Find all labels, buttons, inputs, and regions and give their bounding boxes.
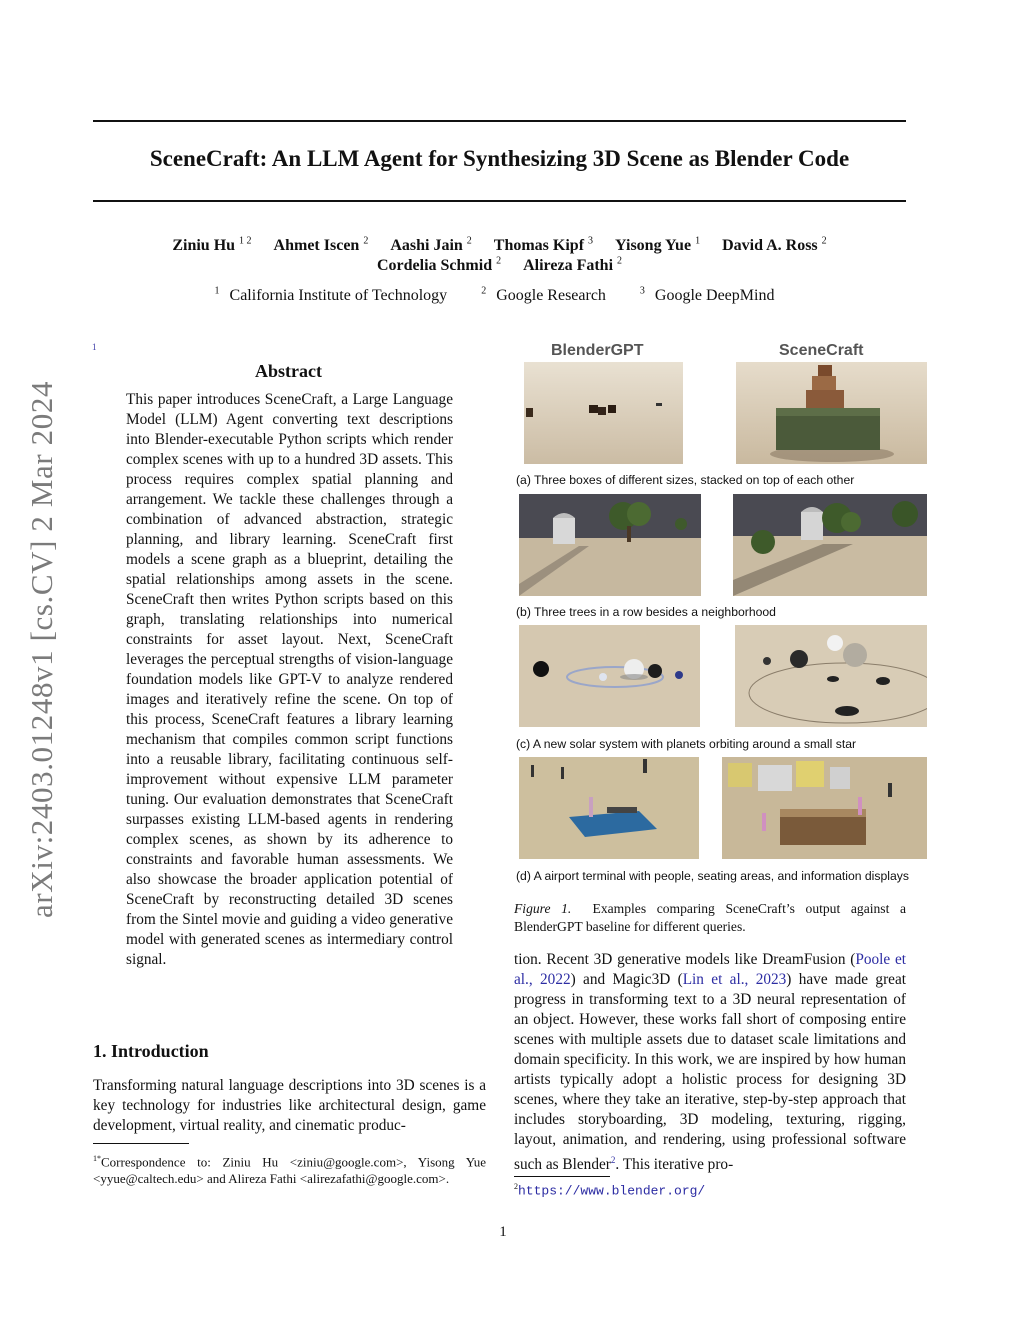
column-label-scenecraft: SceneCraft [779, 342, 864, 359]
author: Alireza Fathi $^2$ [523, 256, 623, 275]
affiliation: $^3$ Google DeepMind [639, 286, 775, 305]
footnote-rule-right [514, 1176, 610, 1177]
introduction-text: Transforming natural language descriptions into 3D scenes is a key technology for industries like architectural design, game development, virtual reality, and cinematic produc- [93, 1077, 486, 1134]
paper-title: SceneCraft: An LLM Agent for Synthesizing 3D Scene as Blender Code [149, 146, 850, 171]
author: Yisong Yue $^1$ [615, 236, 701, 255]
footnote-rule [93, 1143, 189, 1144]
footnote-marker[interactable]: 1 [92, 342, 97, 352]
affiliation: $^2$ Google Research [481, 286, 606, 305]
footnote-ref-2[interactable]: 2 [610, 1155, 616, 1165]
author: Cordelia Schmid $^2$ [376, 256, 502, 275]
subcaption-a: (a) Three boxes of different sizes, stacked on top of each other [516, 473, 855, 487]
affiliations [93, 286, 906, 305]
footnote-correspondence: $^{1*}$Correspondence to: Ziniu Hu <ziniu@google.com>, Yisong Yue <yyue@caltech.edu> and Alireza Fathi <alirezafathi@google.com>. [93, 1154, 486, 1187]
render-blendergpt-airport [519, 757, 699, 859]
abstract-heading: Abstract [255, 361, 322, 381]
introduction-heading: 1. Introduction [93, 1041, 209, 1061]
render-blendergpt-solar-system [519, 625, 700, 727]
subcaption-c: (c) A new solar system with planets orbiting around a small star [516, 737, 857, 751]
author: Aashi Jain $^2$ [390, 236, 472, 255]
introduction-text-continued: tion. Recent 3D generative models like DreamFusion (Poole et al., 2022) and Magic3D (Lin et al., 2023) have made great progress in transforming text to a 3D neural representation of an object. However, these works fall short of composing entire scenes with multiple assets due to dataset scale limitations and domain specificity. In this work, we are inspired by how human artists typically adopt a holistic process for designing 3D scenes, where they take an iterative, step-by-step approach that includes storyboarding, 3D modeling, texturing, rigging, layout, animation, and rendering, using professional software such as Blender$^2$. This iterative pro- [514, 951, 906, 1174]
authors-line-2 [93, 256, 906, 275]
author: Thomas Kipf $^3$ [493, 236, 594, 255]
render-scenecraft-trees [733, 494, 927, 596]
column-label-blendergpt: BlenderGPT [551, 342, 644, 359]
title-top-rule [93, 120, 906, 122]
page-number: 1 [499, 1224, 507, 1240]
render-blendergpt-boxes [524, 362, 683, 464]
affiliation: $^1$ California Institute of Technology [214, 286, 448, 305]
author: Ahmet Iscen $^2$ [273, 236, 369, 255]
subcaption-b: (b) Three trees in a row besides a neighborhood [516, 605, 776, 619]
render-scenecraft-boxes [736, 362, 927, 464]
author: Ziniu Hu $^{1 2}$ [172, 236, 252, 255]
abstract-text: This paper introduces SceneCraft, a Large Language Model (LLM) Agent converting text descriptions into Blender-executable Python scripts which render complex scenes with up to a hundred 3D assets. This process requires complex spatial planning and arrangement. We tackle these challenges through a combination of advanced abstraction, strategic planning, and library learning. SceneCraft first models a scene graph as a blueprint, detailing the spatial relationships among assets in the scene. SceneCraft then writes Python scripts based on this graph, translating relationships into numerical constraints for asset layout. Next, SceneCraft leverages the perceptual strengths of vision-language foundation models like GPT-V to analyze rendered images and iteratively refine the scene. On top of this process, SceneCraft features a library learning mechanism that compiles common script functions into a reusable library, facilitating continuous self-improvement without expensive LLM parameter tuning. Our evaluation demonstrates that SceneCraft surpasses existing LLM-based agents in rendering complex scenes, as shown by its adherence to constraints and favorable human assessments. We also showcase the broader application potential of SceneCraft by reconstructing detailed 3D scenes from the Sintel movie and guiding a video generative model with generated scenes as intermediary control signal. [126, 391, 453, 968]
render-scenecraft-solar-system [735, 625, 927, 727]
footnote-blender-url: $^2$https://www.blender.org/ [514, 1182, 706, 1199]
authors-line-1 [93, 236, 906, 255]
blender-link[interactable]: https://www.blender.org/ [518, 1183, 706, 1199]
title-bottom-rule [93, 200, 906, 202]
arxiv-stamp: arXiv:2403.01248v1 [cs.CV] 2 Mar 2024 [24, 380, 59, 918]
render-blendergpt-trees [519, 494, 701, 596]
citation-lin-2023[interactable]: Lin et al., 2023 [682, 971, 787, 988]
figure-caption: Figure 1. Examples comparing SceneCraft’s output against a BlenderGPT baseline for different queries. [514, 901, 907, 934]
render-scenecraft-airport [722, 757, 927, 859]
subcaption-d: (d) A airport terminal with people, seating areas, and information displays [516, 869, 909, 883]
author: David A. Ross $^2$ [722, 236, 827, 255]
citation-poole-2022[interactable]: Poole et al., 2022 [514, 951, 906, 988]
